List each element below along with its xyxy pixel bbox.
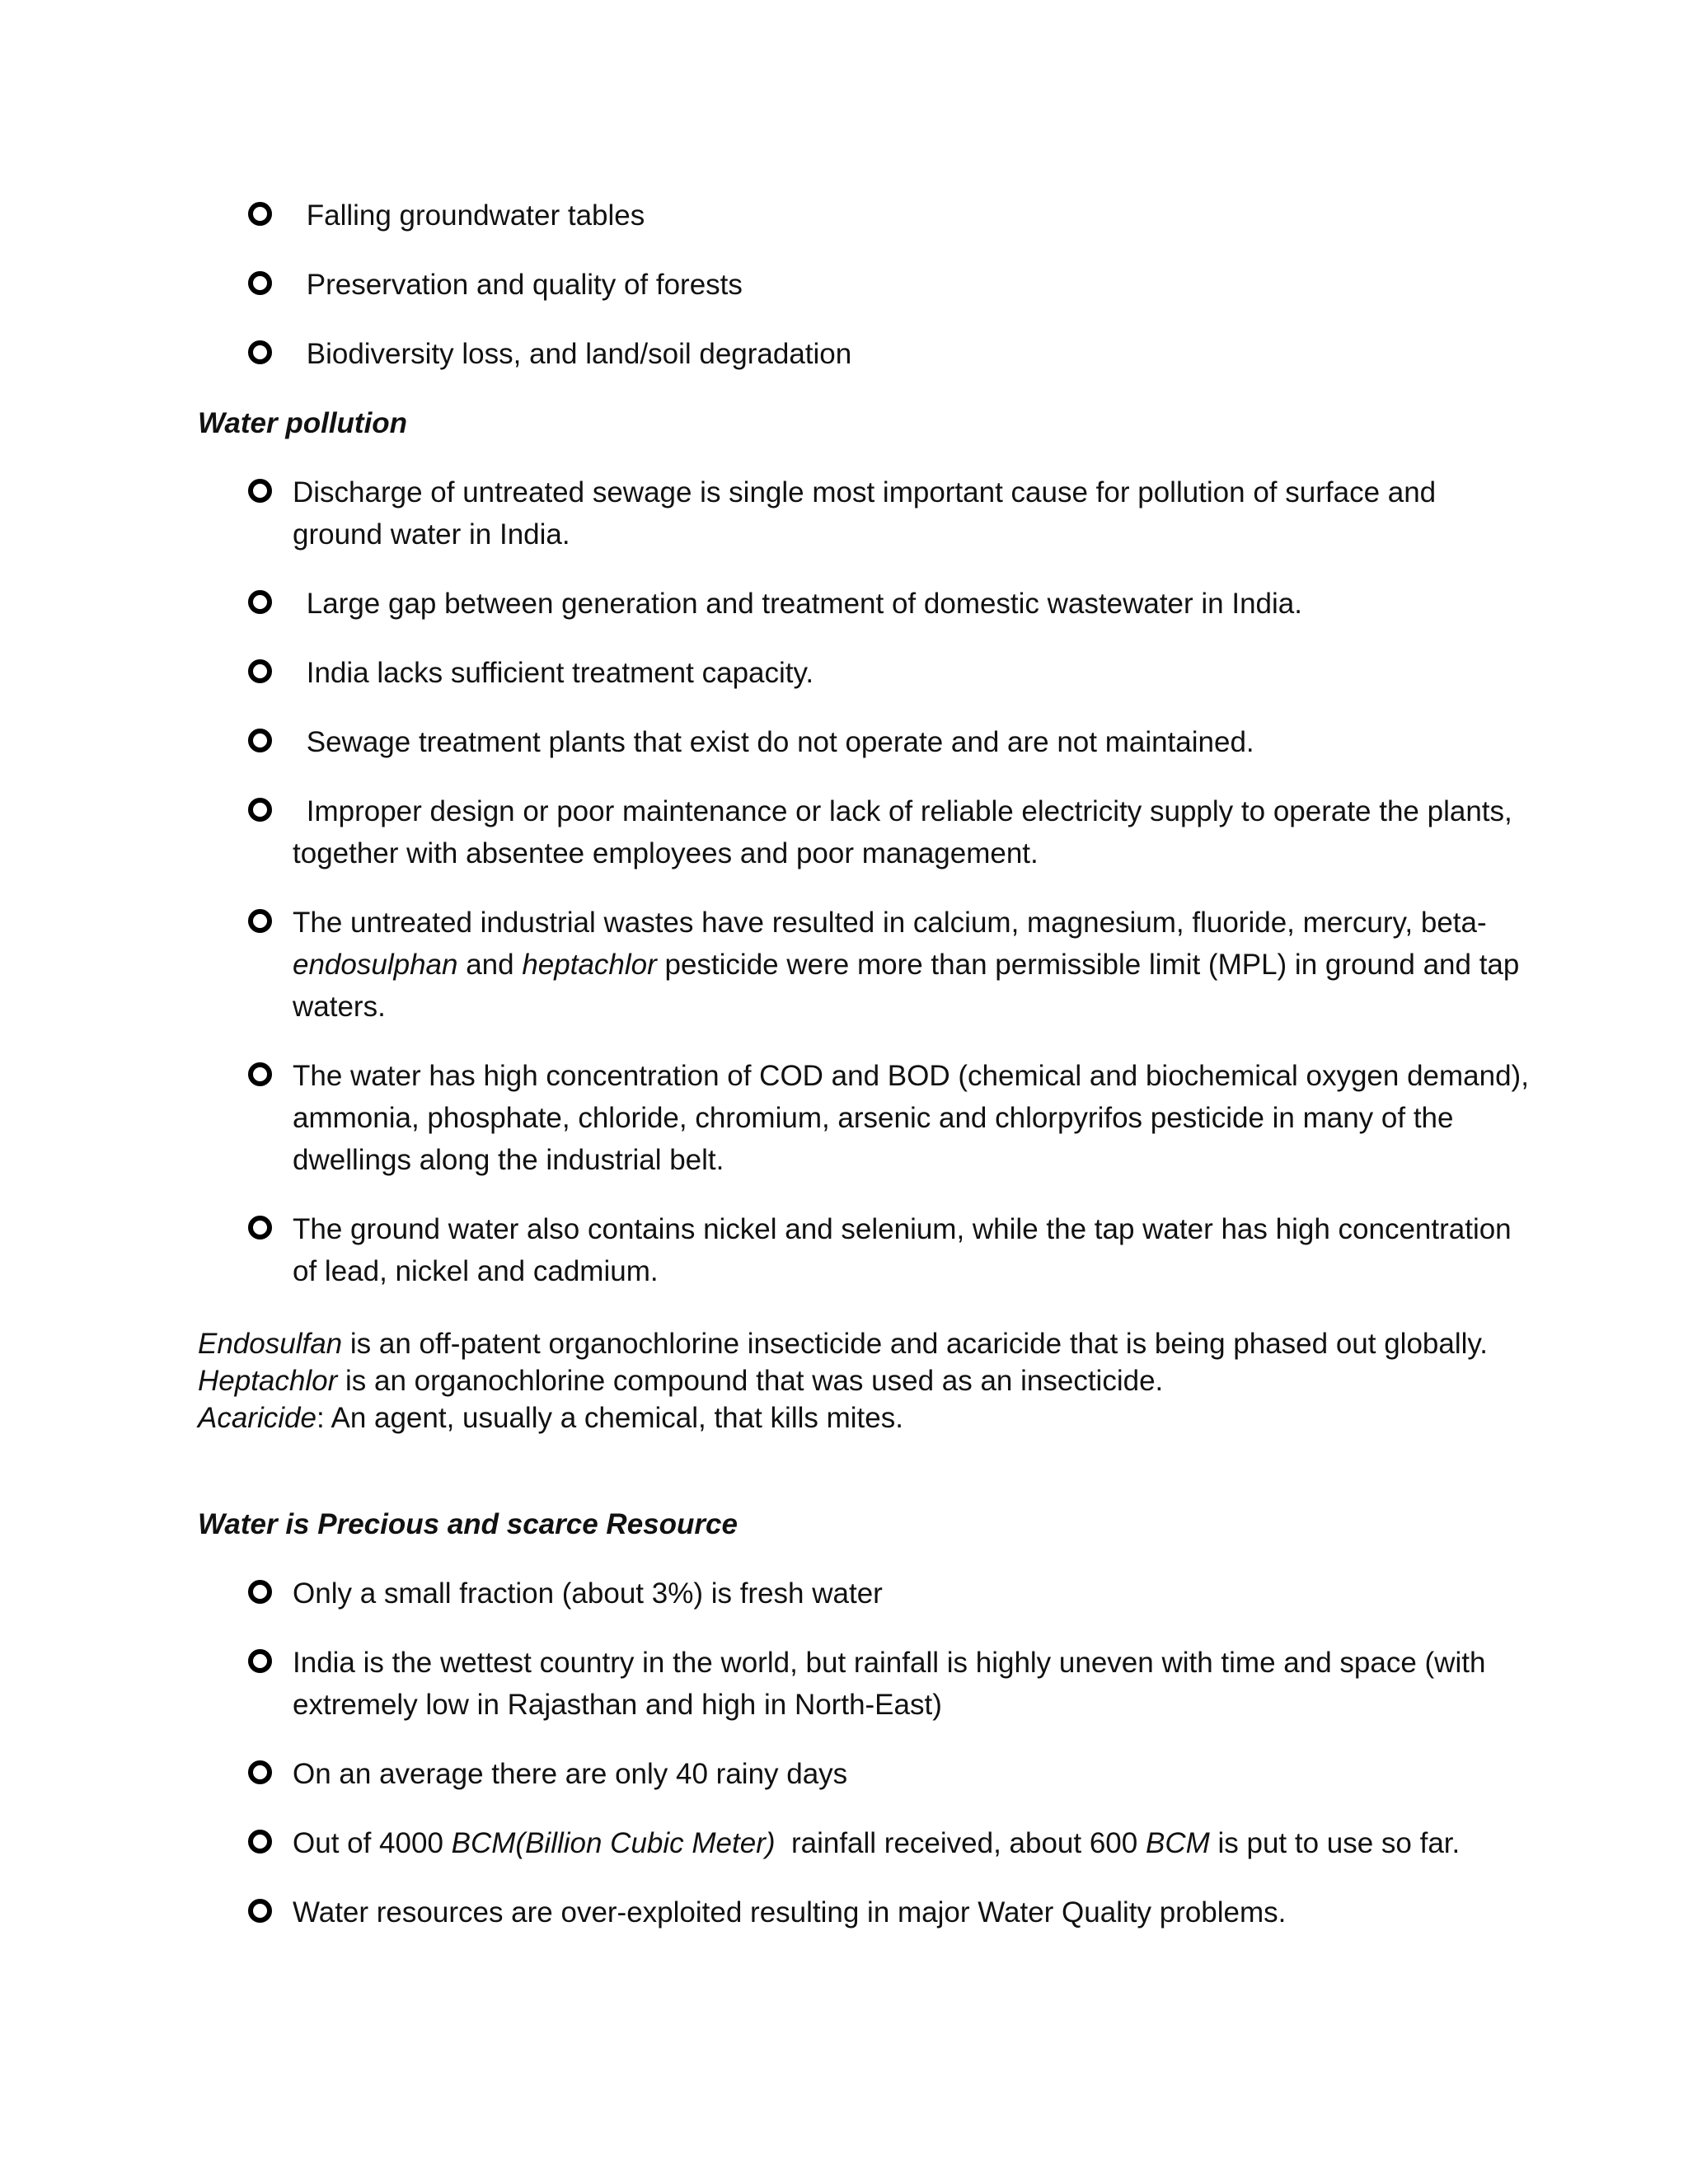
list-item-line: ammonia, phosphate, chloride, chromium, arsenic and chlorpyrifos pesticide in many of the (293, 1102, 1454, 1134)
text-run: is put to use so far. (1209, 1827, 1461, 1859)
text-run: and (457, 949, 523, 981)
definition-term: Heptachlor (198, 1365, 338, 1397)
bullet-circle-icon (248, 590, 272, 614)
list-item-line: The ground water also contains nickel and selenium, while the tap water has high concentration (293, 1213, 1512, 1245)
bullet-circle-icon (248, 202, 272, 226)
text-run: pesticide were more than permissible limit (MPL) in ground and tap (656, 949, 1520, 981)
list-item-line: together with absentee employees and poor management. (293, 837, 1039, 869)
bullet-circle-icon (248, 479, 272, 503)
bullet-circle-icon (248, 271, 272, 295)
definition-endosulfan (198, 1325, 1488, 1362)
list-item (293, 1822, 1488, 1864)
definition-acaricide (198, 1399, 903, 1436)
list-item-line (293, 944, 1520, 986)
bullet-circle-icon (248, 1580, 272, 1604)
list-item-line: ground water in India. (293, 518, 570, 551)
emphasis-term: endosulphan (293, 949, 458, 981)
section-heading-water-precious: Water is Precious and scarce Resource (198, 1508, 738, 1540)
emphasis-term: BCM (1145, 1827, 1210, 1859)
list-item-line: Improper design or poor maintenance or lack of reliable electricity supply to operate the plants, (306, 795, 1512, 827)
text-run: rainfall received, about 600 (775, 1827, 1146, 1859)
definition-heptachlor (198, 1362, 1163, 1399)
list-item: Sewage treatment plants that exist do not operate and are not maintained. (306, 726, 1254, 758)
bullet-circle-icon (248, 909, 272, 933)
bullet-circle-icon (248, 1830, 272, 1854)
definition-text: is an off-patent organochlorine insecticide and acaricide that is being phased out globally. (342, 1328, 1489, 1360)
list-item-line: dwellings along the industrial belt. (293, 1144, 724, 1176)
emphasis-term: heptachlor (522, 949, 657, 981)
section-heading-water-pollution: Water pollution (198, 407, 408, 439)
list-item-line: The water has high concentration of COD and BOD (chemical and biochemical oxygen demand), (293, 1060, 1529, 1092)
bullet-circle-icon (248, 798, 272, 822)
list-item-line: Discharge of untreated sewage is single most important cause for pollution of surface and (293, 476, 1437, 509)
list-item: Water resources are over-exploited resulting in major Water Quality problems. (293, 1896, 1287, 1929)
bullet-circle-icon (248, 340, 272, 364)
bullet-circle-icon (248, 1216, 272, 1240)
list-item-line: waters. (293, 991, 386, 1023)
list-item: India lacks sufficient treatment capacity. (306, 657, 814, 689)
emphasis-term: BCM(Billion Cubic Meter) (451, 1827, 776, 1859)
list-item: Falling groundwater tables (306, 199, 645, 232)
bullet-circle-icon (248, 1760, 272, 1784)
definition-text: : An agent, usually a chemical, that kills mites. (316, 1402, 903, 1434)
bullet-circle-icon (248, 729, 272, 752)
text-run: Out of 4000 (293, 1827, 452, 1859)
list-item-line: India is the wettest country in the world, but rainfall is highly uneven with time and space (with (293, 1647, 1486, 1679)
bullet-circle-icon (248, 1062, 272, 1086)
list-item-line: of lead, nickel and cadmium. (293, 1255, 659, 1287)
bullet-circle-icon (248, 659, 272, 683)
list-item: Large gap between generation and treatment of domestic wastewater in India. (306, 588, 1302, 620)
definition-term: Acaricide (198, 1402, 316, 1434)
definition-term: Endosulfan (198, 1328, 343, 1360)
list-item: Biodiversity loss, and land/soil degradation (306, 338, 852, 370)
list-item: Only a small fraction (about 3%) is fresh water (293, 1577, 883, 1610)
list-item-line: The untreated industrial wastes have resulted in calcium, magnesium, fluoride, mercury, beta- (293, 907, 1487, 939)
list-item-line: extremely low in Rajasthan and high in North-East) (293, 1689, 942, 1721)
list-item: On an average there are only 40 rainy days (293, 1758, 848, 1790)
definition-text: is an organochlorine compound that was used as an insecticide. (337, 1365, 1164, 1397)
list-item: Preservation and quality of forests (306, 269, 743, 301)
bullet-circle-icon (248, 1649, 272, 1673)
bullet-circle-icon (248, 1899, 272, 1923)
